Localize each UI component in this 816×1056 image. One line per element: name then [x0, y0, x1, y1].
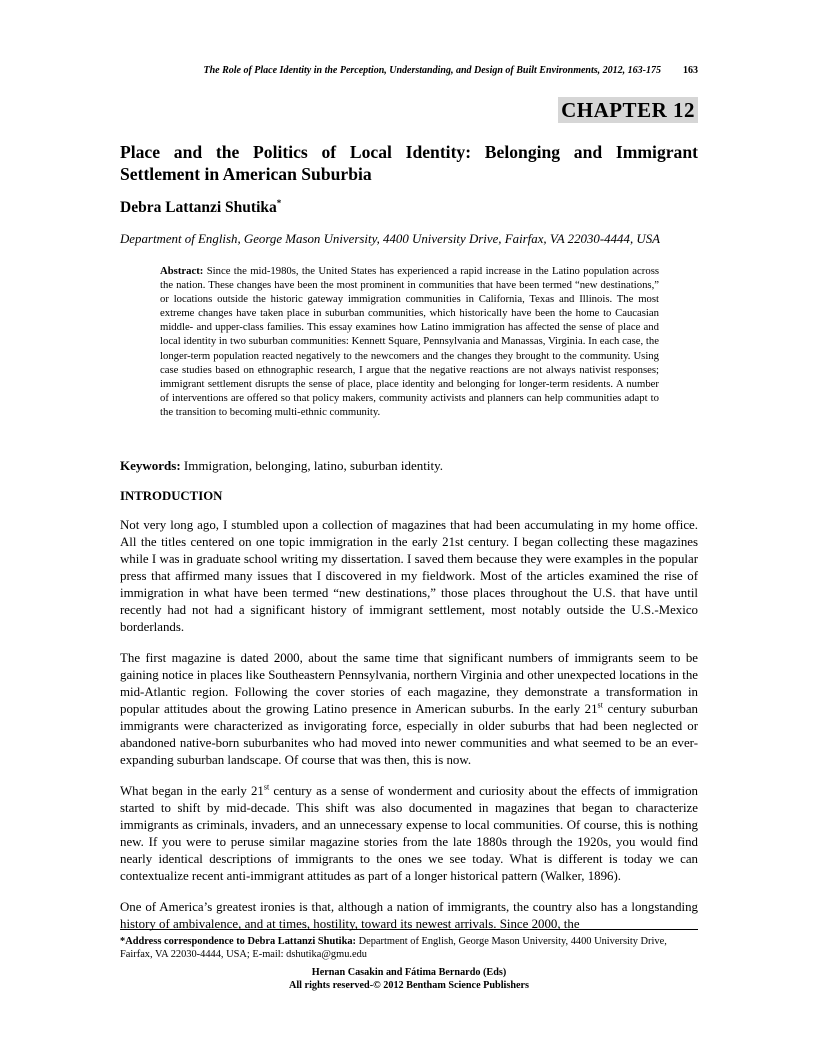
- author: [120, 198, 281, 217]
- keywords-text: Immigration, belonging, latino, suburban identity.: [183, 458, 444, 473]
- editors-line: Hernan Casakin and Fátima Bernardo (Eds): [311, 967, 507, 978]
- body-text: [120, 517, 698, 947]
- keywords-label: Keywords:: [120, 458, 181, 473]
- abstract-label: Abstract:: [160, 265, 204, 277]
- article-title: Place and the Politics of Local Identity: Belonging and Immigrant Settlement in American Suburbia: [120, 142, 698, 184]
- abstract-text: Since the mid-1980s, the United States has experienced a rapid increase in the Latino population across the nation. These changes have been the most prominent in communities that have been termed “new destinations,” or locations outside the historic gateway immigration communities in California, Texas and Illinois. The most extreme changes have taken place in suburban communities, which historically have been the home to Caucasian middle- and upper-class families. This essay examines how Latino immigration has affected the sense of place and local identity in two suburban communities: Kennett Square, Pennsylvania and Manassas, Virginia. In each case, the longer-term population reacted negatively to the newcomers and the changes they brought to the community. Using case studies based on ethnographic research, I argue that the negative reactions are not always nativist responses; immigrant settlement disrupts the sense of place, place identity and belonging for longer-term residents. A number of interventions are offered so that policy makers, community activists and planners can help communities adapt to the transition to becoming multi-ethnic community.: [160, 265, 660, 418]
- footnote-divider: [120, 929, 698, 930]
- footnote-label: *Address correspondence to Debra Lattanzi Shutika:: [120, 936, 357, 947]
- rights-line: All rights reserved-© 2012 Bentham Science Publishers: [288, 979, 530, 991]
- abstract: [160, 264, 659, 419]
- keywords: [120, 458, 698, 474]
- author-footnote-marker: *: [276, 198, 282, 208]
- paragraph-1: Not very long ago, I stumbled upon a collection of magazines that had been accumulating in my home office. All the titles centered on one topic immigration in the early 21st century. I began collecting these magazines while I was in graduate school writing my dissertation. I saved them because they were examples in the popular press that affirmed many issues that I discovered in my fieldwork. Most of the articles examined the rise of immigration in what have been termed “new destinations,” those places throughout the U.S. that have until recently had not had a significant history of immigrant settlement, most notably outside the U.S.-Mexico borderlands.: [120, 518, 698, 634]
- running-head: [120, 65, 698, 76]
- paragraph-3: What began in the early 21st century as a sense of wonderment and curiosity about the effects of immigration started to shift by mid-decade. This shift was also documented in magazines that began to characterize immigrants as criminals, invaders, and an unnecessary expense to local communities. Of course, this is nothing new. If you were to peruse similar magazine stories from the late 1880s through the 1920s, you would find nearly identical descriptions of immigrants to the ones we see today. What is different is today we can contextualize recent anti-immigrant attitudes as part of a longer historical pattern (Walker, 1896).: [120, 782, 698, 883]
- journal-citation: The Role of Place Identity in the Perception, Understanding, and Design of Built Environments, 2012, 163-175: [203, 65, 661, 76]
- section-heading: INTRODUCTION: [120, 489, 223, 503]
- chapter-label: CHAPTER 12: [558, 97, 698, 123]
- paragraph-2: The first magazine is dated 2000, about the same time that significant numbers of immigrants seem to be gaining notice in places like Southeastern Pennsylvania, northern Virginia and other unexpected locations in the mid-Atlantic region. Following the cover stories of each magazine, they demonstrate a transformation in popular attitudes about the growing Latino presence in American suburbs. In the early 21st century suburban immigrants were characterized as invigorating force, especially in older suburbs that had been neglected or abandoned native-born suburbanites who had moved into newer communities and what seemed to be an ever-expanding suburban landscape. Of course that was then, this is now.: [120, 651, 699, 767]
- publisher-footer: [120, 967, 698, 992]
- author-name: Debra Lattanzi Shutika: [120, 199, 277, 217]
- correspondence-footnote: [120, 935, 698, 961]
- paragraph-4: One of America’s greatest ironies is that, although a nation of immigrants, the country also has a longstanding history of ambivalence, and at times, hostility, toward its newest arrivals. Since 2000, the: [120, 900, 698, 931]
- affiliation: Department of English, George Mason University, 4400 University Drive, Fairfax, VA 22030-4444, USA: [120, 232, 661, 246]
- footnote-text: Department of English, George Mason University, 4400 University Drive, Fairfax, VA 22030-4444, USA; E-mail: dshutika@gmu.edu: [120, 936, 667, 960]
- page-number: 163: [683, 65, 698, 76]
